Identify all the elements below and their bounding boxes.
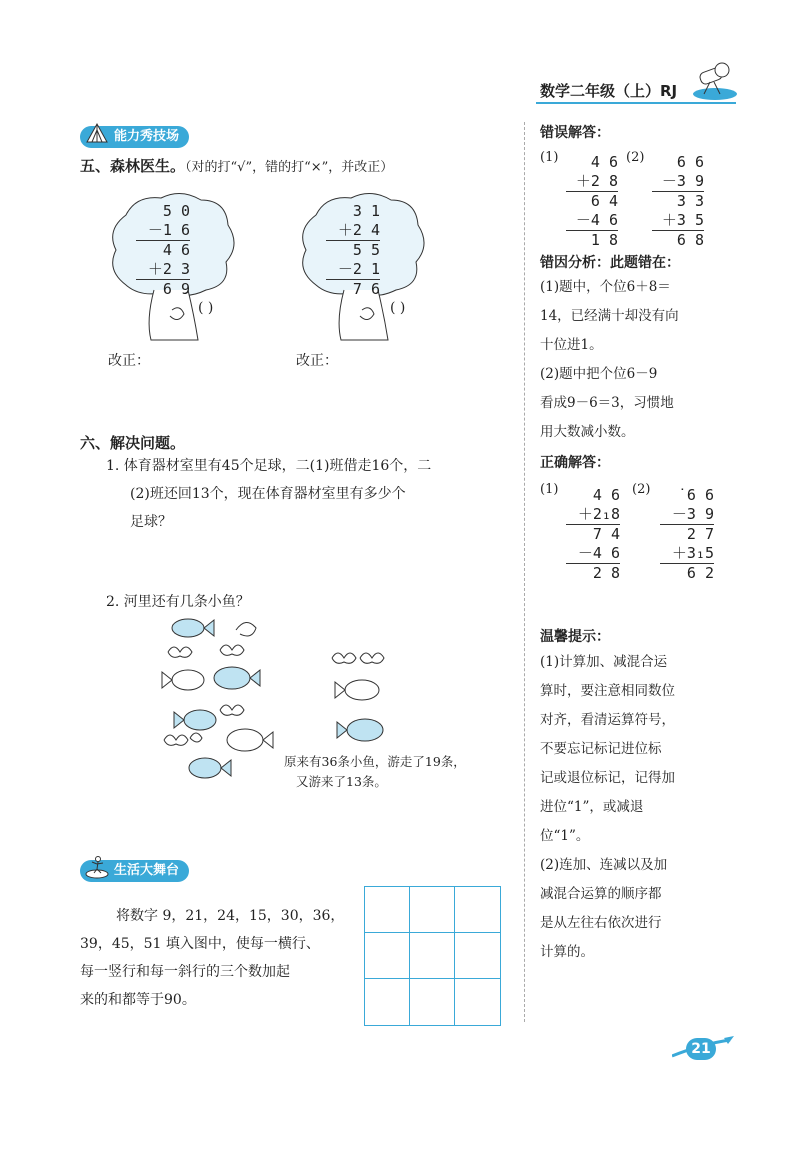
- answer-paren[interactable]: ( ): [390, 300, 406, 316]
- wrong-b-label: (2): [626, 150, 645, 165]
- tip-line: 是从左往右依次进行: [540, 915, 662, 931]
- calc-line: －1 6: [147, 221, 190, 239]
- calc-line: 5 0: [162, 202, 190, 220]
- grid-line: [409, 887, 410, 1025]
- calc-line: ＋2₁8: [577, 505, 620, 523]
- stage-line: 将数字 9，21，24，15，30，36，: [116, 908, 345, 924]
- correct-answer-title: 正确解答：: [540, 455, 610, 471]
- tip-line: 计算的。: [540, 944, 594, 960]
- section6-title: 六、解决问题。: [80, 434, 186, 452]
- section-badge-stage: [80, 860, 189, 882]
- tip-line: 减混合运算的顺序都: [540, 886, 662, 902]
- calc-line: 2 7: [660, 524, 714, 544]
- q1-line: 1. 体育器材室里有45个足球，二(1)班借走16个，二: [106, 458, 432, 474]
- calc-line: ＋2 8: [575, 172, 618, 190]
- telescope-icon: [690, 58, 740, 102]
- calc-line: －3 9: [671, 505, 714, 523]
- section5-title: 五、森林医生。: [80, 157, 186, 175]
- fix-label: 改正：: [108, 353, 150, 369]
- calc-line: ＋2 3: [147, 260, 190, 278]
- calc-line: 4 6: [136, 240, 190, 260]
- grid-line: [365, 978, 500, 979]
- tip-line: 位“1”。: [540, 828, 590, 844]
- section5-instruction: （对的打“√”，错的打“×”，并改正）: [185, 160, 394, 175]
- tip-line: (2)连加、连减以及加: [540, 857, 668, 873]
- analysis-line: (2)题中把个位6－9: [540, 366, 658, 382]
- q2-title: 2. 河里还有几条小鱼？: [106, 594, 250, 610]
- page-number: 21: [686, 1038, 716, 1060]
- calc-line: 6 8: [652, 230, 704, 250]
- page-header-title: 数学二年级（上）RJ: [540, 82, 678, 100]
- wrong-answer-title: 错误解答：: [540, 125, 610, 141]
- grid-line: [365, 932, 500, 933]
- calc-line: －4 6: [577, 544, 620, 562]
- stage-line: 39，45，51 填入图中，使每一横行、: [80, 936, 320, 952]
- header-rule: [536, 102, 736, 104]
- calc-line: 3 1: [352, 202, 380, 220]
- section-badge-ability: [80, 126, 189, 148]
- badge-label: 能力秀技场: [114, 129, 180, 144]
- badge-label: 生活大舞台: [114, 863, 180, 878]
- calc-line: 4 6: [592, 486, 620, 504]
- calc-line: －2 1: [337, 260, 380, 278]
- analysis-line: 用大数减小数。: [540, 424, 635, 440]
- wrong-a-label: (1): [540, 150, 559, 165]
- calc-line: 6 6: [676, 153, 704, 171]
- calc-line: 6 9: [136, 279, 190, 299]
- grid-line: [454, 887, 455, 1025]
- q1-line: 足球？: [130, 514, 172, 530]
- q2-caption-line: 原来有36条小鱼，游走了19条，: [284, 754, 466, 769]
- stage-line: 来的和都等于90。: [80, 992, 196, 1008]
- analysis-line: (1)题中，个位6＋8＝: [540, 279, 671, 295]
- calc-line: ˙6 6: [677, 486, 714, 504]
- calc-line: 6 2: [660, 563, 714, 583]
- tip-line: 进位“1”，或减退: [540, 799, 644, 815]
- tip-line: 记或退位标记，记得加: [540, 770, 675, 786]
- calc-line: 6 4: [566, 191, 618, 211]
- q1-line: (2)班还回13个，现在体育器材室里有多少个: [130, 486, 406, 502]
- stage-line: 每一竖行和每一斜行的三个数加起: [80, 964, 290, 980]
- calc-line: ＋2 4: [337, 221, 380, 239]
- dancer-stage-icon: [84, 854, 110, 880]
- calc-line: 7 6: [326, 279, 380, 299]
- correct-b-label: (2): [632, 482, 651, 497]
- analysis-line: 看成9－6＝3，习惯地: [540, 395, 674, 411]
- correct-a-label: (1): [540, 482, 559, 497]
- calc-line: 7 4: [566, 524, 620, 544]
- q2-caption-line: 又游来了13条。: [296, 774, 387, 789]
- calc-line: －4 6: [575, 211, 618, 229]
- calc-line: 5 5: [326, 240, 380, 260]
- circus-tent-icon: [84, 120, 110, 146]
- answer-paren[interactable]: ( ): [198, 300, 214, 316]
- analysis-line: 十位进1。: [540, 337, 603, 353]
- analysis-title: 错因分析：此题错在：: [540, 255, 680, 271]
- tip-line: 算时，要注意相同数位: [540, 683, 675, 699]
- calc-line: 2 8: [566, 563, 620, 583]
- calc-line: －3 9: [661, 172, 704, 190]
- tip-line: (1)计算加、减混合运: [540, 654, 668, 670]
- column-divider: [524, 122, 525, 1022]
- fix-label: 改正：: [296, 353, 338, 369]
- calc-line: 1 8: [566, 230, 618, 250]
- calc-line: 3 3: [652, 191, 704, 211]
- tip-line: 不要忘记标记进位标: [540, 741, 662, 757]
- calc-line: 4 6: [590, 153, 618, 171]
- tip-line: 对齐，看清运算符号，: [540, 712, 675, 728]
- magic-square-grid[interactable]: [364, 886, 501, 1026]
- calc-line: ＋3₁5: [671, 544, 714, 562]
- tip-title: 温馨提示：: [540, 629, 610, 645]
- calc-line: ＋3 5: [661, 211, 704, 229]
- analysis-line: 14，已经满十却没有向: [540, 308, 679, 324]
